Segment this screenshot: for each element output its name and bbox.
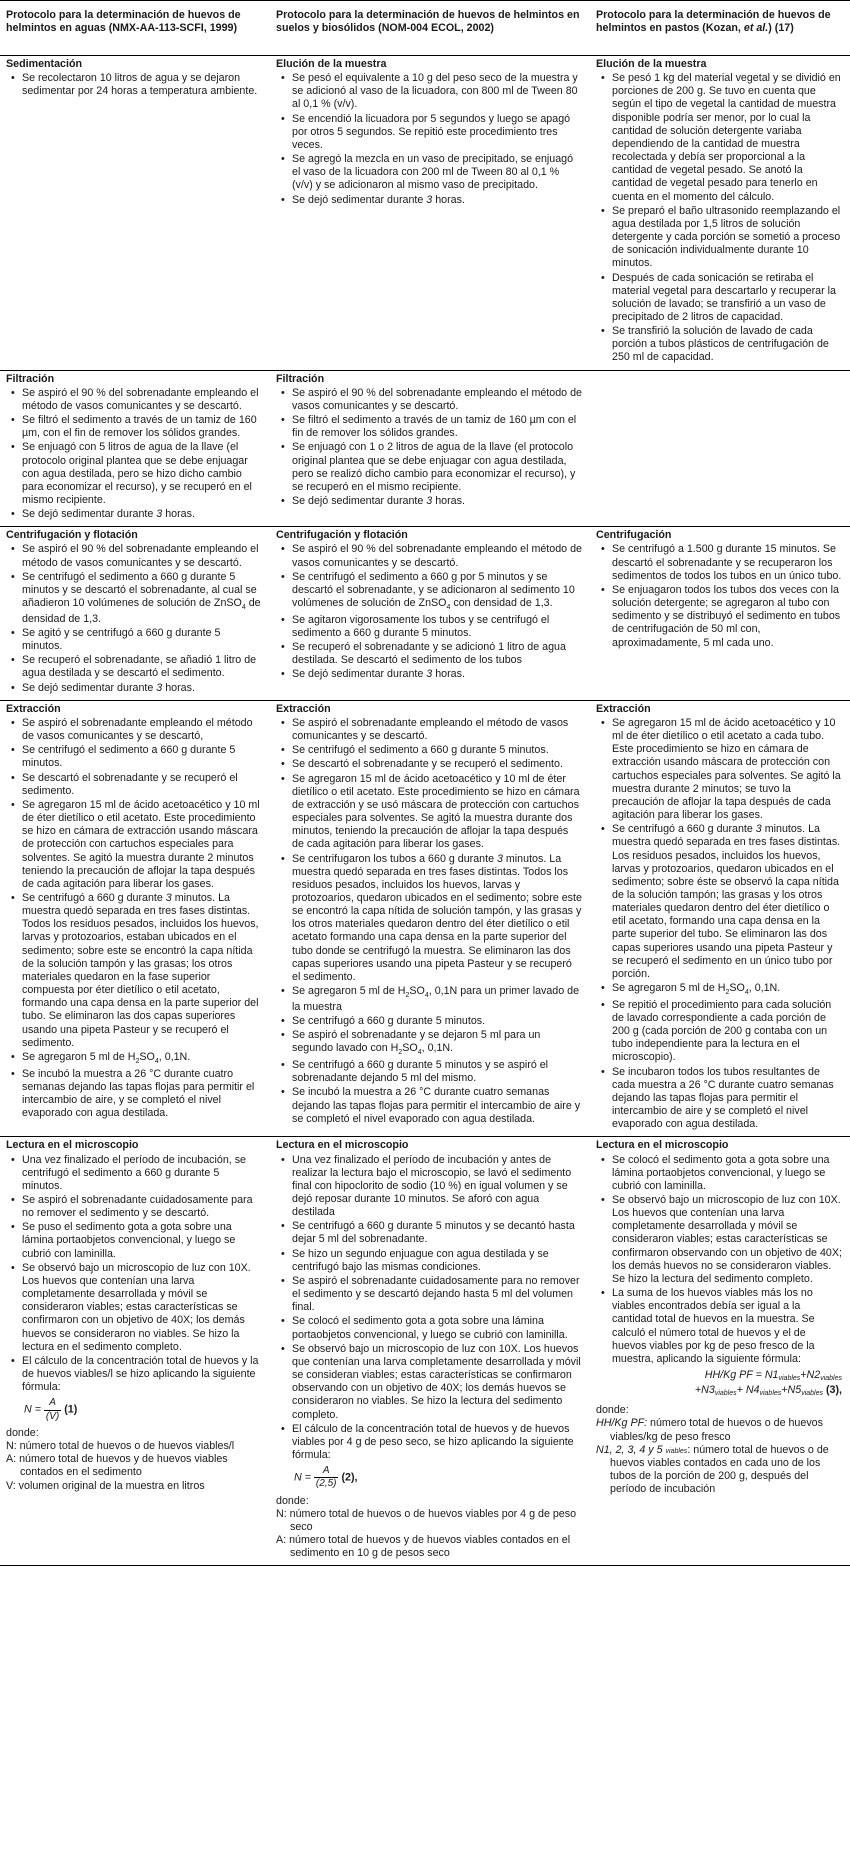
cell-sedimentation-col2 (270, 56, 590, 371)
section-title: Filtración (6, 372, 55, 385)
step-list (6, 543, 262, 694)
list-item: • Se agitaron vigorosamente los tubos y se centrifugó el sedimento a 660 g durante 5 minutos. (292, 614, 582, 640)
list-item: • Se agitó y se centrifugó a 660 g durante 5 minutos. (22, 627, 262, 653)
list-item: • Se agregaron 15 ml de ácido acetoacético y 10 ml de éter dietílico o etil acetato. Este procedimiento se hizo en cámara de extracción y se usó máscara de protección con cartuchos especiales para solventes. Se agitó la muestra durante dos minutos, teniendo la precaución de aflojar la tapa después de cada agitación para liberar los gases. (292, 773, 582, 852)
cell-extraction-col1 (0, 700, 270, 1137)
section-title: Lectura en el microscopio (276, 1139, 409, 1152)
where-label: donde: (6, 1426, 39, 1439)
list-item: • Se incubaron todos los tubos resultantes de cada muestra a 26 °C durante cuatro semanas dejando las tapas flojas para permitir el intercambio de aire y se completó el nivel evaporado con agua destilada. (612, 1066, 842, 1132)
list-item: • Después de cada sonicación se retiraba el material vegetal para descartarlo y recuperar la solución de lavado; se transfirió a un vaso de precipitado de 2 litros de capacidad. (612, 272, 842, 325)
list-item: • Una vez finalizado el período de incubación y antes de realizar la lectura bajo el microscopio, se lavó el sedimento final con hipoclorito de sodio (10 %) en igual volumen y se dejó reposar durante 10 minutos. Se aforó con agua destilada (292, 1154, 582, 1220)
list-item: • Se dejó sedimentar durante 3 horas. (22, 682, 262, 695)
list-item: • Se recolectaron 10 litros de agua y se dejaron sedimentar por 24 horas a temperatura ambiente. (22, 72, 262, 98)
list-item: • Se agregó la mezcla en un vaso de precipitado, se enjuagó el vaso de la licuadora con 200 ml de Tween 80 al 0,1 % (v/v) y se adicionaron al mismo vaso de precipitado. (292, 153, 582, 192)
list-item: • Se centrifugó el sedimento a 660 g durante 5 minutos. (292, 744, 582, 757)
where-label: donde: (596, 1404, 629, 1417)
list-item: • Se observó bajo un microscopio de luz con 10X. Los huevos que contenían una larva completamente desarrollada y móvil se consideraron viables; estas características se confirmaron observando con un objetivo de 40X; los demás huevos no se consideraron viables. Se hizo la lectura del sedimento completo. (612, 1194, 842, 1286)
step-list (6, 72, 262, 98)
list-item: • Se aspiró el sobrenadante cuidadosamente para no remover el sedimento y se descartó dejando hasta 5 ml del volumen final. (292, 1275, 582, 1314)
list-item: • Se agregaron 5 ml de $H_2SO_4$, 0,1N. (22, 1051, 262, 1067)
section-title: Sedimentación (6, 58, 83, 70)
header-row (0, 1, 850, 56)
list-item: • Se aspiró el sobrenadante cuidadosamente para no remover el sedimento y se descartó. (22, 1194, 262, 1220)
list-item: • Se preparó el baño ultrasonido reemplazando el agua destilada por 1,5 litros de solución detergente y cada porción se sometió a proceso de sonicación individualmente durante 10 minutos. (612, 205, 842, 271)
section-title: Elución de la muestra (276, 58, 387, 70)
variable-definition: A: número total de huevos y de huevos viables contados en el sedimento en 10 g de pesos seco (276, 1534, 571, 1560)
where-label: donde: (276, 1494, 309, 1507)
list-item: • Se aspiró el sobrenadante y se dejaron 5 ml para un segundo lavado con $H_2SO_4$, 0,1N. (292, 1029, 582, 1058)
formula: N = $\frac{A}{(V)}$ (1) (24, 1397, 78, 1422)
list-item: • Se aspiró el 90 % del sobrenadante empleando el método de vasos comunicantes y se descartó. (292, 543, 582, 569)
header-water: Protocolo para la determinación de huevos de helmintos en aguas (NMX-AA-113-SCFI, 1999) (0, 1, 270, 56)
section-title: Centrifugación y flotación (6, 529, 138, 542)
list-item: • Se centrifugó a 1.500 g durante 15 minutos. Se descartó el sobrenadante y se recuperaron los sedimentos de todos los tubos en un único tubo. (612, 543, 842, 582)
list-item: • Una vez finalizado el período de incubación, se centrifugó el sedimento a 660 g durante 5 minutos. (22, 1154, 262, 1193)
list-item: • Se agregaron 15 ml de ácido acetoacético y 10 ml de éter dietílico o etil acetato a cada tubo. Este procedimiento se hizo en cámara de extracción usando máscara de protección con cartuchos especiales para solventes. Se agitó la muestra durante 2 minutos; se tuvo la precaución de aflojar la tapa después de cada agitación para liberar los gases. (612, 717, 842, 822)
formula: N = $\frac{A}{(2,5)}$ (2), (294, 1465, 358, 1490)
cell-centrifugation-col1 (0, 527, 270, 700)
list-item: • Se centrifugaron los tubos a 660 g durante 3 minutos. La muestra quedó separada en tres fases distintas. Todos los residuos pesados, incluidos los huevos, larvas y protozoarios, quedaron ubicados en el sedimento; sobre este se encontró la capa nítida de solución tampón, y las grasas y los otros materiales quedaron dentro del éter dietílico o etil acetato formando una capa densa en la parte superior del tubo donde se centrifugó la muestra. Se eliminaron las dos capas superiores usando una pipeta Pasteur y se recuperó el sedimento. (292, 853, 582, 985)
list-item: • Se filtró el sedimento a través de un tamiz de 160 µm con el fin de remover los sólidos grandes. (292, 414, 582, 440)
variable-definition: V: volumen original de la muestra en litros (6, 1479, 205, 1492)
step-list (596, 1154, 842, 1367)
section-row-extraction (0, 700, 850, 1137)
step-list (276, 1154, 582, 1463)
list-item: • Se colocó el sedimento gota a gota sobre una lámina portaobjetos convencional, y luego se cubrió con laminilla. (292, 1315, 582, 1341)
section-title: Filtración (276, 372, 325, 385)
section-title: Elución de la muestra (596, 58, 707, 70)
list-item: • Se dejó sedimentar durante 3 horas. (292, 194, 582, 207)
list-item: • Se dejó sedimentar durante 3 horas. (292, 495, 582, 508)
cell-microscope-reading-col2 (270, 1137, 590, 1565)
list-item: • Se aspiró el 90 % del sobrenadante empleando el método de vasos comunicantes y se descartó. (292, 387, 582, 413)
section-row-centrifugation (0, 527, 850, 700)
step-list (6, 717, 262, 1120)
section-title: Extracción (596, 702, 651, 715)
variable-definition: N: número total de huevos o de huevos viables/l (6, 1440, 235, 1453)
section-row-sedimentation (0, 56, 850, 371)
list-item: • Se aspiró el 90 % del sobrenadante empleando el método de vasos comunicantes y se descartó. (22, 387, 262, 413)
table-body (0, 56, 850, 1566)
list-item: • La suma de los huevos viables más los no viables encontrados debía ser igual a la cantidad total de huevos en la muestra. Se calculó el número total de huevos y el de huevos viables por kg de peso fresco de la muestra, aplicando la siguiente fórmula: (612, 1287, 842, 1366)
list-item: • Se recuperó el sobrenadante, se añadió 1 litro de agua destilada y se descartó el sedimento. (22, 654, 262, 680)
step-list (276, 543, 582, 681)
step-list (6, 387, 262, 522)
section-title: Extracción (276, 702, 331, 715)
header-soil: Protocolo para la determinación de huevos de helmintos en suelos y biosólidos (NOM-004 ECOL, 2002) (270, 1, 590, 56)
section-title: Extracción (6, 702, 61, 715)
variable-definition: N1, 2, 3, 4 y 5 viables: número total de huevos o de huevos viables contados en cada uno de los tubos de la porción de 200 g, después del período de incubación (596, 1443, 829, 1496)
list-item: • Se centrifugó a 660 g durante 3 minutos. La muestra quedó separada en tres fases distintas. Todos los residuos pesados, incluidos los huevos, larvas y protozoarios, estaban ubicados en el sedimento; sobre este se encontró la capa nítida de la solución tampón y las grasas; los otros materiales quedaron en la fase superior compuesta por éter dietílico o etil acetato, formando una capa densa en la parte superior del tubo. Se eliminaron las dos capas superiores usando una pipeta Pasteur y se recuperó el sedimento. (22, 892, 262, 1050)
list-item: • Se enjuagaron todos los tubos dos veces con la solución detergente; se agregaron al tubo con sedimento y se distribuyó el sedimento en tubos de centrifugación de 50 ml con, aproximadamente, 5 ml cada uno. (612, 584, 842, 650)
list-item: • Se descartó el sobrenadante y se recuperó el sedimento. (22, 772, 262, 798)
list-item: • Se observó bajo un microscopio de luz con 10X. Los huevos que contenían una larva completamente desarrollada y móvil se consideran viables; estas características se confirmaron observando con un objetivo de 40X; los demás huevos se consideraron no viables. Se hizo la lectura del sedimento completo. (292, 1343, 582, 1422)
list-item: • Se descartó el sobrenadante y se recuperó el sedimento. (292, 758, 582, 771)
step-list (6, 1154, 262, 1395)
cell-extraction-col3 (590, 700, 850, 1137)
list-item: • Se transfirió la solución de lavado de cada porción a tubos plásticos de centrifugación de 250 ml de capacidad. (612, 325, 842, 364)
list-item: • Se centrifugó el sedimento a 660 g por 5 minutos y se descartó el sobrenadante, y se adicionaron al sedimento 10 volúmenes de solución de ZnSO$_4$ con densidad de 1,3. (292, 571, 582, 613)
list-item: • Se aspiró el 90 % del sobrenadante empleando el método de vasos comunicantes y se descartó. (22, 543, 262, 569)
variable-definition: A: número total de huevos y de huevos viables contados en el sedimento (6, 1453, 228, 1479)
list-item: • Se dejó sedimentar durante 3 horas. (22, 508, 262, 521)
list-item: • Se enjuagó con 1 o 2 litros de agua de la llave (el protocolo original plantea que se debe enjuagar con agua destilada, pero se realizó dicho cambio para economizar el recurso), y se recuperó en el mismo recipiente. (292, 441, 582, 494)
variable-definition: N: número total de huevos o de huevos viables por 4 g de peso seco (276, 1507, 577, 1534)
section-title: Lectura en el microscopio (6, 1139, 139, 1152)
list-item: • Se agregaron 15 ml de ácido acetoacético y 10 ml de éter dietílico o etil acetato. Este procedimiento se hizo en cámara de extracción usando máscara de protección con cartuchos especiales para solventes. Se agitó la muestra durante 2 minutos teniendo la precaución de aflojar la tapa después de cada agitación para liberar los gases. (22, 799, 262, 891)
section-row-filtration (0, 370, 850, 527)
list-item: • Se encendió la licuadora por 5 segundos y luego se apagó por otros 5 segundos. Se repitió este procedimiento tres veces. (292, 113, 582, 152)
cell-filtration-col3 (590, 370, 850, 527)
step-list (276, 387, 582, 508)
header-grass: Protocolo para la determinación de huevos de helmintos en pastos (Kozan, et al.) (17) (590, 1, 850, 56)
list-item: • Se centrifugó a 660 g durante 5 minutos. (292, 1015, 582, 1028)
section-row-microscope-reading (0, 1137, 850, 1565)
step-list (596, 717, 842, 1131)
list-item: • Se centrifugó a 660 g durante 3 minutos. La muestra quedó separada en tres fases distintas. Los residuos pesados, incluidos los huevos, larvas y protozoarios, quedaron ubicados en el sedimento; sobre éste se observó la capa nítida de la solución tampón; las grasas y los otros materiales quedaron dentro del éter dietílico o etil acetato, formando una capa densa en la parte superior del tubo. Se eliminaron las dos capas superiores usando una pipeta Pasteur y se recuperó el sedimento en un único tubo por porción. (612, 823, 842, 981)
section-title: Lectura en el microscopio (596, 1139, 729, 1152)
step-list (596, 543, 842, 649)
list-item: • El cálculo de la concentración total de huevos y la de huevos viables/l se hizo aplicando la siguiente fórmula: (22, 1355, 262, 1394)
list-item: • Se pesó el equivalente a 10 g del peso seco de la muestra y se adicionó al vaso de la licuadora, con 800 ml de Tween 80 al 0,1 % (v/v). (292, 72, 582, 111)
list-item: • Se centrifugó el sedimento a 660 g durante 5 minutos y se descartó el sobrenadante, al cual se añadieron 10 volúmenes de solución de ZnSO$_4$ de densidad de 1,3. (22, 571, 262, 626)
formula: HH/Kg PF = $N1_{viables}+N2_{viables}$ $+N3_{viables}+ N4_{viables}+N5_{viables}$ (3), (694, 1369, 842, 1397)
cell-filtration-col1 (0, 370, 270, 527)
cell-filtration-col2 (270, 370, 590, 527)
list-item: • Se aspiró el sobrenadante empleando el método de vasos comunicantes y se descartó. (292, 717, 582, 743)
cell-centrifugation-col2 (270, 527, 590, 700)
list-item: • El cálculo de la concentración total de huevos y de huevos viables por 4 g de peso seco, se hizo aplicando la siguiente fórmula: (292, 1423, 582, 1462)
list-item: • Se hizo un segundo enjuague con agua destilada y se centrifugó bajo las mismas condiciones. (292, 1248, 582, 1274)
list-item: • Se observó bajo un microscopio de luz con 10X. Los huevos que contenían una larva completamente desarrollada y móvil se consideraron viables; estas características se confirmaron con un objetivo de 40X; los demás huevos se consideraron no viables. Se hizo la lectura en el sedimento completo. (22, 1262, 262, 1354)
cell-extraction-col2 (270, 700, 590, 1137)
list-item: • Se centrifugó a 660 g durante 5 minutos y se aspiró el sobrenadante dejando 5 ml del mismo. (292, 1059, 582, 1085)
list-item: • Se agregaron 5 ml de $H_2SO_4$, 0,1N para un primer lavado de la muestra (292, 985, 582, 1014)
list-item: • Se incubó la muestra a 26 °C durante cuatro semanas dejando las tapas flojas para permitir el intercambio de aire, y se completó el nivel evaporado con agua destilada. (22, 1068, 262, 1121)
list-item: • Se repitió el procedimiento para cada solución de lavado correspondiente a cada porción de 200 g (cada porción de 200 g contaba con un tubo independiente para la lectura en el microscopio). (612, 999, 842, 1065)
step-list (276, 717, 582, 1126)
section-title: Centrifugación (596, 529, 672, 542)
list-item: • Se enjuagó con 5 litros de agua de la llave (el protocolo original plantea que se debe enjuagar con agua destilada, pero se hizo dicho cambio para economizar el recurso), y se recuperó en el mismo recipiente. (22, 441, 262, 507)
cell-microscope-reading-col3 (590, 1137, 850, 1565)
list-item: • Se recuperó el sobrenadante y se adicionó 1 litro de agua destilada. Se descartó el sedimento de los tubos (292, 641, 582, 667)
cell-sedimentation-col3 (590, 56, 850, 371)
list-item: • Se aspiró el sobrenadante empleando el método de vasos comunicantes y se descartó, (22, 717, 262, 743)
list-item: • Se pesó 1 kg del material vegetal y se dividió en porciones de 200 g. Se tuvo en cuenta que según el tipo de vegetal la cantidad de muestra disponible podría ser menor, por lo cual la cantidad de solución detergente variaba dependiendo de la cantidad de muestra recolectada y debía ser proporcional a la cantidad de vegetal pesado. Se anotó la cantidad de vegetal pesado para tenerlo en cuenta en el momento del cálculo. (612, 72, 842, 204)
list-item: • Se dejó sedimentar durante 3 horas. (292, 668, 582, 681)
variable-definition: HH/Kg PF: número total de huevos o de huevos viables/kg de peso fresco (596, 1417, 823, 1443)
list-item: • Se filtró el sedimento a través de un tamiz de 160 µm, con el fin de remover los sólidos grandes. (22, 414, 262, 440)
list-item: • Se centrifugó el sedimento a 660 g durante 5 minutos. (22, 744, 262, 770)
list-item: • Se puso el sedimento gota a gota sobre una lámina portaobjetos convencional, y luego se cubrió con laminilla. (22, 1221, 262, 1260)
list-item: • Se incubó la muestra a 26 °C durante cuatro semanas dejando las tapas flojas para permitir el intercambio de aire y se completó el nivel evaporado con agua destilada. (292, 1086, 582, 1125)
list-item: • Se centrifugó a 660 g durante 5 minutos y se decantó hasta dejar 5 ml del sobrenadante. (292, 1220, 582, 1246)
cell-sedimentation-col1 (0, 56, 270, 371)
cell-microscope-reading-col1 (0, 1137, 270, 1565)
section-title: Centrifugación y flotación (276, 529, 408, 542)
step-list (596, 72, 842, 364)
cell-centrifugation-col3 (590, 527, 850, 700)
step-list (276, 72, 582, 207)
list-item: • Se colocó el sedimento gota a gota sobre una lámina portaobjetos convencional, y luego se cubrió con laminilla. (612, 1154, 842, 1193)
list-item: • Se agregaron 5 ml de $H_2SO_4$, 0,1N. (612, 982, 842, 998)
